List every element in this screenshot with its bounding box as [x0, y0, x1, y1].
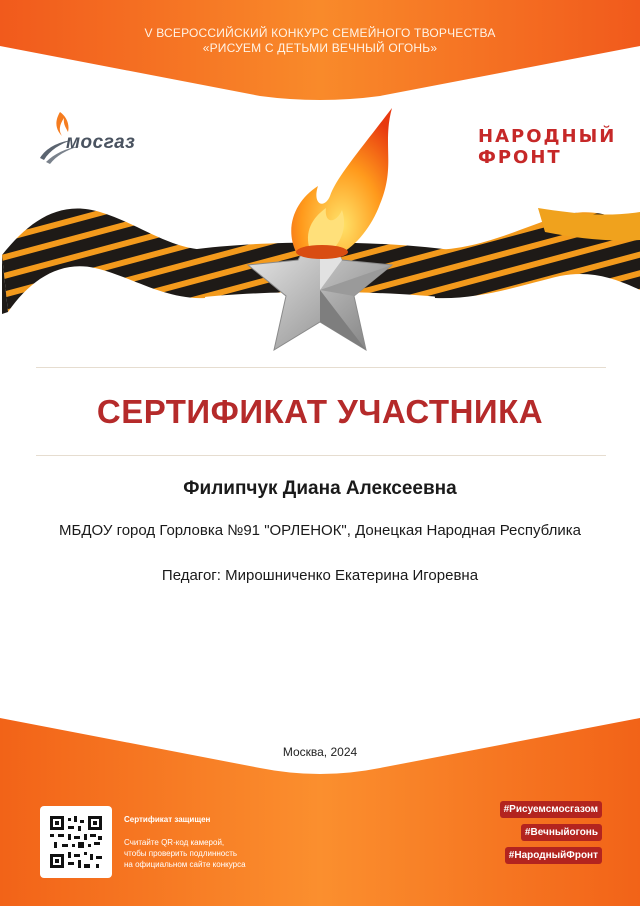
- divider-top: [36, 367, 606, 368]
- hashtag-risuem[interactable]: #Рисуемсмосгазом: [500, 801, 602, 818]
- protection-text: [124, 837, 246, 870]
- narodny-front-line2: ФРОНТ: [478, 147, 562, 168]
- contest-title: [0, 26, 640, 56]
- mosgaz-logo: мосгаз: [66, 132, 136, 153]
- contest-title-line2: «РИСУЕМ С ДЕТЬМИ ВЕЧНЫЙ ОГОНЬ»: [202, 41, 438, 55]
- hashtag-vechny-ogon[interactable]: #Вечныйогонь: [521, 824, 602, 841]
- qr-code-icon: [50, 816, 102, 868]
- eternal-flame-star-ribbon-icon: [0, 100, 640, 370]
- divider-bottom: [36, 455, 606, 456]
- contest-title-line1: V ВСЕРОССИЙСКИЙ КОНКУРС СЕМЕЙНОГО ТВОРЧЕСТВА: [144, 26, 496, 40]
- participant-organization: МБДОУ город Горловка №91 "ОРЛЕНОК", Донецкая Народная Республика: [59, 522, 581, 539]
- protection-title: Сертификат защищен: [124, 815, 211, 824]
- qr-code[interactable]: [40, 806, 112, 878]
- participant-name: Филипчук Диана Алексеевна: [183, 478, 457, 499]
- hashtag-narodny-front[interactable]: #НародныйФронт: [505, 847, 602, 864]
- narodny-front-line1: НАРОДНЫЙ: [478, 126, 617, 147]
- protection-line1: Считайте QR-код камерой,: [124, 838, 225, 847]
- place-date: Москва, 2024: [282, 745, 358, 759]
- teacher-name: Педагог: Мирошниченко Екатерина Игоревна: [161, 567, 479, 584]
- certificate-title: СЕРТИФИКАТ УЧАСТНИКА: [96, 393, 544, 430]
- protection-line3: на официальном сайте конкурса: [124, 860, 246, 869]
- protection-line2: чтобы проверить подлинность: [124, 849, 238, 858]
